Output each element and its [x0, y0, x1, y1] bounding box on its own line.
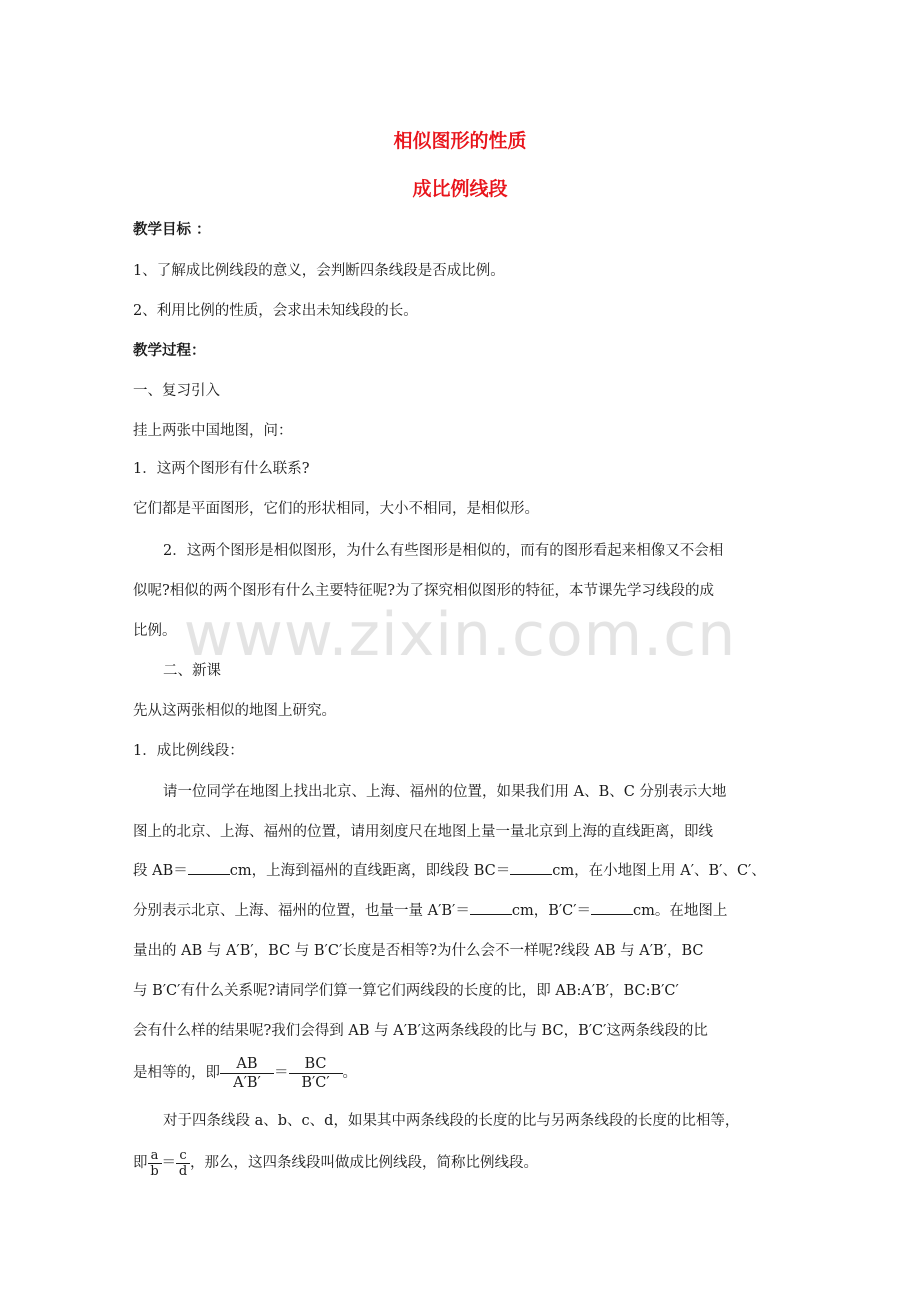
paragraph-line-7: 会有什么样的结果呢?我们会得到 AB 与 A′B′这两条线段的比与 BC，B′C′这两条线段的比 [133, 1023, 708, 1039]
section-1-heading: 一、复习引入 [133, 383, 220, 399]
question-2-line-1: 2．这两个图形是相似图形，为什么有些图形是相似的，而有的图形看起来相像又不会相 [163, 543, 724, 559]
paragraph-line-3-part-b: cm，上海到福州的直线距离，即线段 BC＝ [229, 863, 511, 879]
goal-1: 1、了解成比例线段的意义，会判断四条线段是否成比例。 [133, 263, 505, 279]
paragraph-line-4-part-a: 分别表示北京、上海、福州的位置，也量一量 A′B′＝ [133, 903, 470, 919]
paragraph-line-3-part-c: cm，在小地图上用 A′、B′、C′、 [552, 863, 766, 879]
fraction-bc-over-b-prime-c-prime [289, 1055, 343, 1092]
page-subtitle: 成比例线段 [412, 178, 508, 200]
paragraph-line-6: 与 B′C′有什么关系呢?请同学们算一算它们两线段的长度的比，即 AB:A′B′，BC:B′C′ [133, 983, 679, 999]
paragraph-line-5: 量出的 AB 与 A′B′，BC 与 B′C′长度是否相等?为什么会不一样呢?线段 AB 与 A′B′，BC [133, 943, 704, 959]
process-heading: 教学过程： [133, 343, 206, 359]
fraction-2-numerator: BC [289, 1055, 343, 1074]
paragraph-line-3-part-a: 段 AB＝ [133, 863, 188, 879]
paragraph-line-8-suffix: 。 [342, 1065, 357, 1081]
blank-a-prime-b-prime [470, 902, 512, 915]
goals-heading: 教学目标 ： [133, 222, 211, 238]
watermark: www.zixin.com.cn [183, 600, 737, 670]
definition-prefix: 即 [133, 1155, 148, 1171]
answer-1: 它们都是平面图形，它们的形状相同，大小不相同，是相似形。 [133, 501, 539, 517]
paragraph-line-1: 请一位同学在地图上找出北京、上海、福州的位置，如果我们用 A、B、C 分别表示大地 [163, 784, 727, 800]
paragraph-line-3 [133, 862, 798, 880]
paragraph-line-2: 图上的北京、上海、福州的位置，请用刻度尺在地图上量一量北京到上海的直线距离，即线 [133, 824, 713, 840]
paragraph-line-4 [133, 902, 798, 920]
equals-sign-1: ＝ [274, 1065, 289, 1081]
blank-b-prime-c-prime [591, 902, 633, 915]
item-1-heading: 1．成比例线段： [133, 743, 244, 759]
section-2-heading: 二、新课 [163, 663, 221, 679]
definition-suffix: ，那么，这四条线段叫做成比例线段，简称比例线段。 [190, 1155, 538, 1171]
fraction-1-denominator: A′B′ [233, 1074, 261, 1091]
paragraph-line-8 [133, 1053, 798, 1093]
fraction-4-denominator: d [178, 1163, 188, 1179]
equals-sign-2: ＝ [161, 1155, 176, 1171]
blank-ab [188, 862, 230, 875]
paragraph-line-8-prefix: 是相等的，即 [133, 1065, 220, 1081]
fraction-2-denominator: B′C′ [301, 1074, 330, 1091]
goal-2: 2、利用比例的性质，会求出未知线段的长。 [133, 303, 418, 319]
fraction-3-numerator: a [148, 1148, 162, 1164]
fraction-3-denominator: b [150, 1163, 159, 1179]
study-text: 先从这两张相似的地图上研究。 [133, 703, 336, 719]
intro-text: 挂上两张中国地图，问： [133, 423, 293, 439]
blank-bc [510, 862, 552, 875]
question-1: 1．这两个图形有什么联系? [133, 461, 310, 477]
definition-line-2 [133, 1145, 798, 1181]
fraction-ab-over-a-prime-b-prime [220, 1055, 274, 1092]
question-2-line-3: 比例。 [133, 623, 177, 639]
definition-line-1: 对于四条线段 a、b、c、d，如果其中两条线段的长度的比与另两条线段的长度的比相等， [163, 1113, 740, 1129]
question-2-line-2: 似呢?相似的两个图形有什么主要特征呢?为了探究相似图形的特征，本节课先学习线段的成 [133, 583, 715, 599]
page-title: 相似图形的性质 [393, 130, 527, 152]
fraction-1-numerator: AB [220, 1055, 274, 1074]
paragraph-line-4-part-b: cm，B′C′＝ [511, 903, 592, 919]
fraction-4-numerator: c [176, 1148, 190, 1164]
fraction-c-over-d [176, 1148, 190, 1179]
paragraph-line-4-part-c: cm。在地图上 [633, 903, 728, 919]
fraction-a-over-b [148, 1148, 162, 1179]
